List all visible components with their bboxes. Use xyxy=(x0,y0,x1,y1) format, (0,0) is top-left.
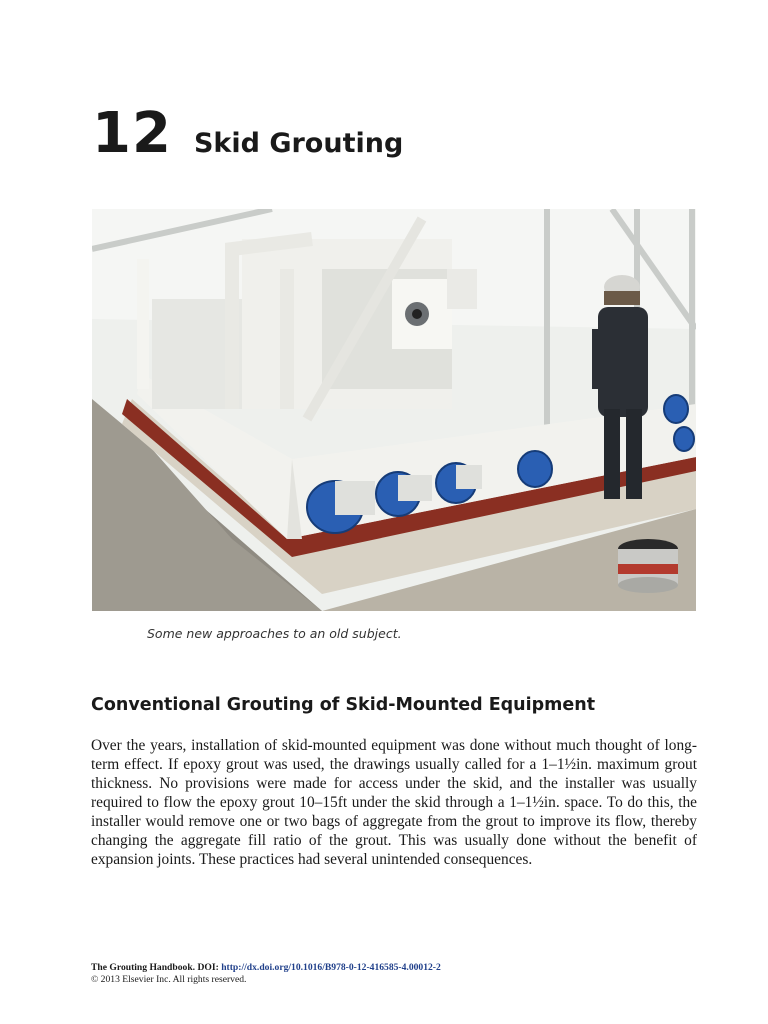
copyright-line: © 2013 Elsevier Inc. All rights reserved. xyxy=(91,974,247,985)
chapter-photo xyxy=(92,209,696,611)
body-paragraph: Over the years, installation of skid-mounted equipment was done without much thought of long-term effect. If epoxy grout was used, the drawings usually called for a 1–1½in. maximum grout thickness. No provisions were made for access under the skid, and the installer was usually required to flow the epoxy grout 10–15ft under the skid through a 1–1½in. space. To do this, the installer would remove one or two bags of aggregate from the grout to improve its flow, thereby changing the aggregate fill ratio of the grout. This was usually done without the benefit of expansion joints. These practices had several unintended consequences. xyxy=(91,737,697,868)
figure-caption: Some new approaches to an old subject. xyxy=(147,626,402,641)
chapter-number: 12 xyxy=(92,101,172,166)
citation-line xyxy=(91,962,441,974)
chapter-title: Skid Grouting xyxy=(193,128,404,159)
doi-link[interactable]: http://dx.doi.org/10.1016/B978-0-12-416585-4.00012-2 xyxy=(221,962,441,973)
page-footer xyxy=(91,962,441,986)
doi-label: DOI: xyxy=(197,962,219,973)
section-heading: Conventional Grouting of Skid-Mounted Equipment xyxy=(91,695,596,715)
chapter-header xyxy=(92,101,404,166)
journal-title: The Grouting Handbook. xyxy=(91,962,196,973)
